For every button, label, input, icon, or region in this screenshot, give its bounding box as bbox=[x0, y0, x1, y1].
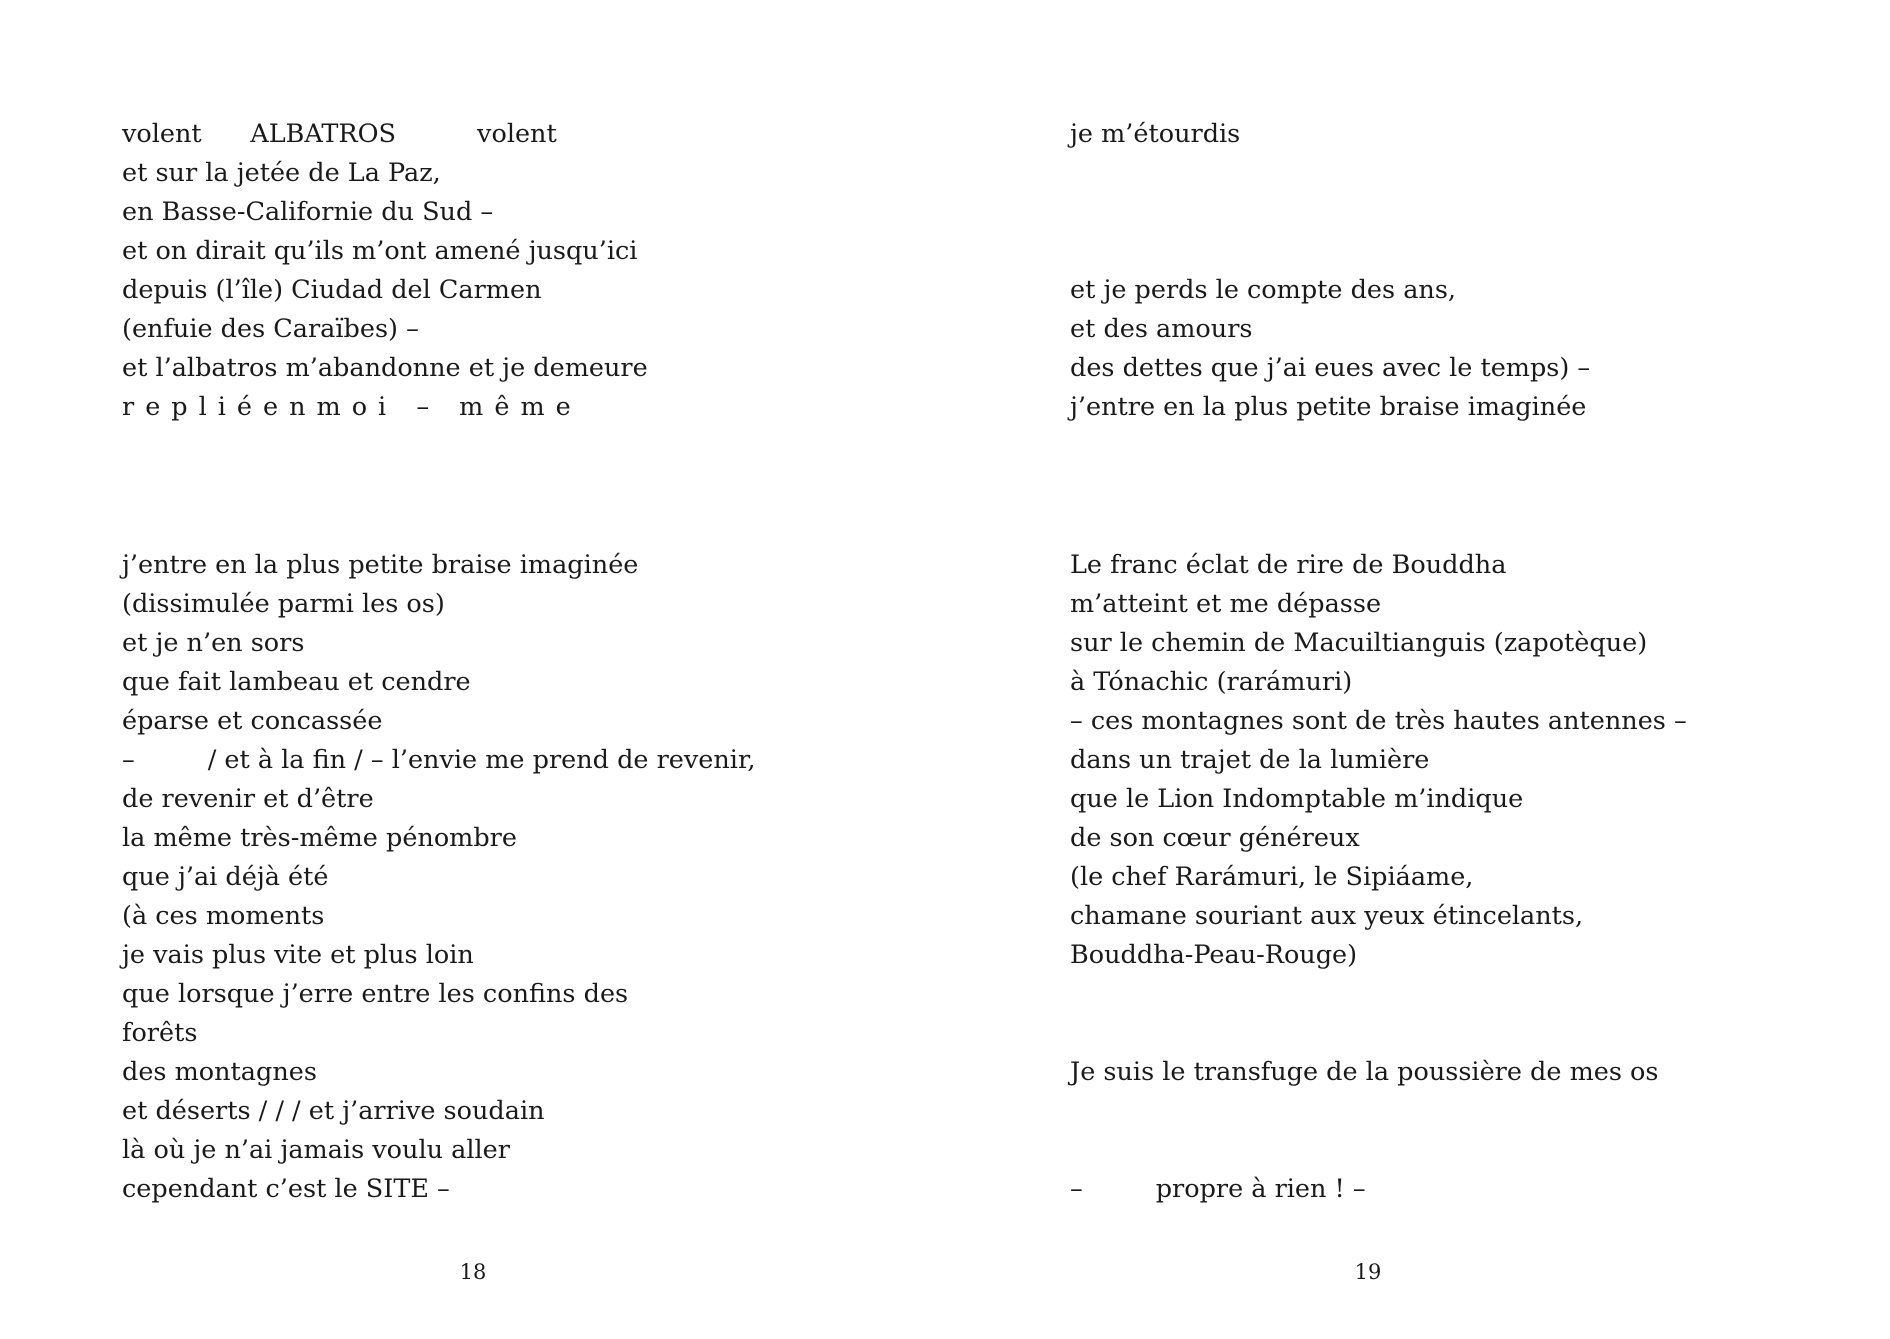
poem-line: volent ALBATROS volent bbox=[122, 119, 557, 149]
poem-line-spaced: repliéenmoi – même bbox=[122, 392, 582, 422]
poem-line: je m’étourdis bbox=[1070, 119, 1241, 149]
stanza-gap bbox=[1070, 1092, 1687, 1170]
right-stanza-1 bbox=[1070, 115, 1590, 427]
poem-line: Le franc éclat de rire de Bouddha bbox=[1070, 550, 1507, 580]
poem-line: de revenir et d’être bbox=[122, 784, 374, 814]
poem-line: cependant c’est le SITE – bbox=[122, 1174, 450, 1204]
poem-line: Bouddha-Peau-Rouge) bbox=[1070, 940, 1358, 970]
poem-line: dans un trajet de la lumière bbox=[1070, 745, 1430, 775]
poem-line: et sur la jetée de La Paz, bbox=[122, 158, 441, 188]
poem-line: m’atteint et me dépasse bbox=[1070, 589, 1382, 619]
poem-line: depuis (l’île) Ciudad del Carmen bbox=[122, 275, 542, 305]
stanza-gap bbox=[1070, 975, 1687, 1053]
poem-line: je vais plus vite et plus loin bbox=[122, 940, 474, 970]
poem-line: des montagnes bbox=[122, 1057, 317, 1087]
poem-line: que fait lambeau et cendre bbox=[122, 667, 471, 697]
poem-line: (à ces moments bbox=[122, 901, 325, 931]
poem-line: Je suis le transfuge de la poussière de mes os bbox=[1070, 1057, 1659, 1087]
poem-line: – ces montagnes sont de très hautes antennes – bbox=[1070, 706, 1687, 736]
poem-line: là où je n’ai jamais voulu aller bbox=[122, 1135, 510, 1165]
poem-line: à Tónachic (rarámuri) bbox=[1070, 667, 1353, 697]
page-number: 18 bbox=[459, 1260, 487, 1284]
page-number: 19 bbox=[1354, 1260, 1382, 1284]
poem-line: et je perds le compte des ans, bbox=[1070, 275, 1457, 305]
poem-line: en Basse-Californie du Sud – bbox=[122, 197, 494, 227]
poem-line: des dettes que j’ai eues avec le temps) – bbox=[1070, 353, 1591, 383]
poem-line: que le Lion Indomptable m’indique bbox=[1070, 784, 1524, 814]
left-stanza-2 bbox=[122, 546, 755, 1209]
poem-line: – / et à la fin / – l’envie me prend de revenir, bbox=[122, 745, 756, 775]
poem-line: (le chef Rarámuri, le Sipiáame, bbox=[1070, 862, 1474, 892]
poem-line: la même très-même pénombre bbox=[122, 823, 517, 853]
poem-line: j’entre en la plus petite braise imaginée bbox=[1070, 392, 1587, 422]
stanza-gap bbox=[1070, 154, 1590, 271]
poem-line: et on dirait qu’ils m’ont amené jusqu’ici bbox=[122, 236, 638, 266]
poem-line: (enfuie des Caraïbes) – bbox=[122, 314, 419, 344]
poem-line: j’entre en la plus petite braise imaginée bbox=[122, 550, 639, 580]
right-page bbox=[945, 0, 1890, 1339]
poem-line: éparse et concassée bbox=[122, 706, 383, 736]
right-stanza-2 bbox=[1070, 546, 1687, 1209]
left-stanza-1 bbox=[122, 115, 648, 427]
poem-line: et l’albatros m’abandonne et je demeure bbox=[122, 353, 648, 383]
poem-line: forêts bbox=[122, 1018, 198, 1048]
poem-line: et je n’en sors bbox=[122, 628, 305, 658]
poem-line: et des amours bbox=[1070, 314, 1253, 344]
poem-line: de son cœur généreux bbox=[1070, 823, 1360, 853]
poem-line: que lorsque j’erre entre les confins des bbox=[122, 979, 629, 1009]
poem-line: chamane souriant aux yeux étincelants, bbox=[1070, 901, 1584, 931]
poem-line: que j’ai déjà été bbox=[122, 862, 329, 892]
poem-line: sur le chemin de Macuiltianguis (zapotèque) bbox=[1070, 628, 1648, 658]
poem-line: et déserts / / / et j’arrive soudain bbox=[122, 1096, 545, 1126]
poem-line: – propre à rien ! – bbox=[1070, 1174, 1366, 1204]
poem-line: (dissimulée parmi les os) bbox=[122, 589, 445, 619]
